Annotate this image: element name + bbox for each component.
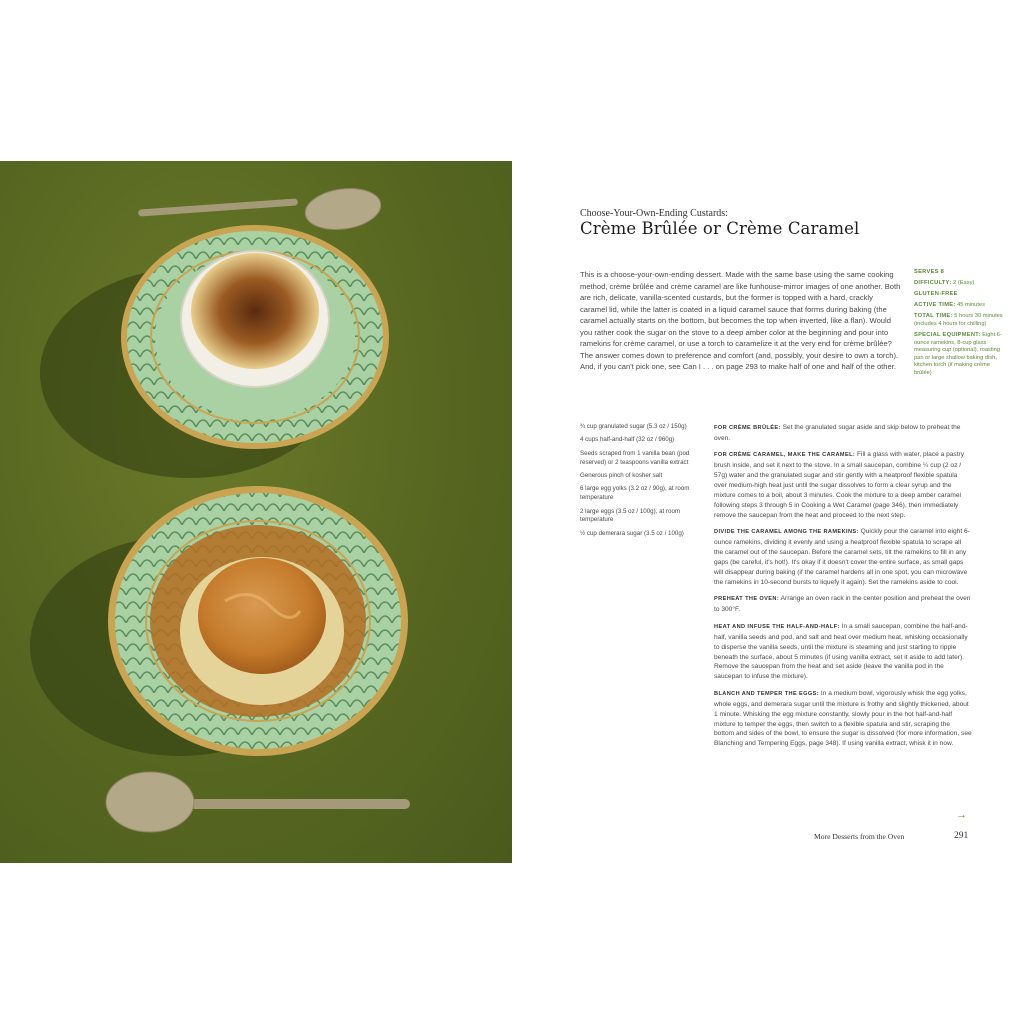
step-preheat-oven: PREHEAT THE OVEN: Arrange an oven rack in the center position and preheat the oven to 300°F. — [714, 595, 971, 614]
creme-caramel-flan — [180, 557, 344, 705]
creme-brulee-ramekin — [181, 251, 329, 387]
ingredient-item: 2 large eggs (3.5 oz / 100g), at room temperature — [580, 507, 681, 524]
meta-active-time: ACTIVE TIME: 45 minutes — [914, 302, 985, 309]
ingredient-item: 4 cups half-and-half (32 oz / 960g) — [580, 436, 675, 444]
chapter-footer: More Desserts from the Oven — [814, 832, 905, 841]
meta-total-time: TOTAL TIME: 5 hours 30 minutes (includes 4 hours for chilling) — [914, 313, 1003, 327]
ingredient-item: Generous pinch of kosher salt — [580, 471, 663, 479]
step-divide-caramel: DIVIDE THE CARAMEL AMONG THE RAMEKINS: Quickly pour the caramel into eight 6-ounce ramekins, dividing it evenly and using a heatproof flexible spatula to scrape all the caramel out of the saucepan. Before the caramel sets, tilt the ramekins to fill in any gaps (be careful, it's hot!). It's okay if it doesn't cover the entire surface, as small gaps will disappear during baking (if the caramel hardens all in one spot, you can microwave the ramekins in 10-second bursts to liquefy it again). Set the ramekins aside to cool. — [714, 528, 970, 586]
meta-special-equipment: SPECIAL EQUIPMENT: Eight 6-ounce ramekins, 8-cup glass measuring cup (optional), roasting pan or large shallow baking dish, kitchen torch (if making crème brûlée) — [914, 332, 1002, 377]
recipe-intro: This is a choose-your-own-ending dessert. Made with the same base using the same cooking method, crème brûlée and crème caramel are like funhouse-mirror images of one another. Both are rich, delicate, vanilla-scented custards, but the former is topped with a hard, crackly caramel lid, while the latter is coated in a liquid caramel sauce that forms during baking (the caramel actually starts on the bottom, but becomes the top when inverted, like a flan). Would you rather cook the sugar on the stove to a deep amber color at the beginning and pour into ramekins for crème caramel, or use a torch to caramelize it at the very end for crème brûlée? The answer comes down to preference and comfort (and, possibly, your desire to own a torch). And, if you can't pick one, see Can I . . . on page 293 to make half of one and half of the other. — [580, 270, 901, 371]
spoon-bottom-icon — [106, 772, 410, 832]
continue-arrow-icon: → — [956, 809, 967, 821]
ingredient-list — [580, 423, 704, 543]
ingredient-item: ¾ cup granulated sugar (5.3 oz / 150g) — [580, 423, 687, 430]
page-number: 291 — [954, 831, 969, 841]
method-steps — [714, 423, 972, 756]
step-creme-brulee: FOR CRÈME BRÛLÉE: Set the granulated sugar aside and skip below to preheat the oven. — [714, 424, 961, 442]
meta-gluten-free: GLUTEN-FREE — [914, 291, 958, 298]
step-heat-half-and-half: HEAT AND INFUSE THE HALF-AND-HALF: In a small saucepan, combine the half-and-half, vanilla seeds and pod, and salt and heat over medium heat, whisking occasionally to disperse the vanilla seeds, until the mixture is steaming and just starting to ripple beneath the surface, about 5 minutes (if using vanilla extract, set it aside to add later). Remove the saucepan from the heat and set aside (leave the vanilla pod in the saucepan to infuse the mixture). — [714, 622, 968, 681]
meta-difficulty: DIFFICULTY: 2 (Easy) — [914, 280, 975, 287]
step-temper-eggs: BLANCH AND TEMPER THE EGGS: In a medium bowl, vigorously whisk the egg yolks, whole eggs, and demerara sugar until the mixture is frothy and slightly thickened, about 1 minute. Whisking the egg mixture constantly, slowly pour in the hot half-and-half mixture to temper the eggs, then switch to a flexible spatula and stir, scraping the bottom and sides of the bowl, to ensure the sugar is dissolved (for more information, see Blanching and Tempering Eggs, page 348). If using vanilla extract, whisk it in now. — [714, 689, 972, 748]
recipe-subtitle: Choose-Your-Own-Ending Custards: — [580, 208, 728, 219]
ingredient-item: ½ cup demerara sugar (3.5 oz / 100g) — [580, 529, 684, 537]
ingredient-item: 6 large egg yolks (3.2 oz / 90g), at room temperature — [580, 485, 690, 502]
ingredient-item: Seeds scraped from 1 vanilla bean (pod reserved) or 2 teaspoons vanilla extract — [580, 449, 690, 466]
meta-serves: SERVES 8 — [914, 269, 945, 275]
recipe-page — [512, 161, 1024, 863]
dessert-illustration — [0, 161, 512, 863]
recipe-meta — [914, 269, 1006, 381]
step-make-caramel: FOR CRÈME CARAMEL, MAKE THE CARAMEL: Fill a glass with water, place a pastry brush inside, and set it next to the stove. In a small saucepan, combine ¼ cup (2 oz / 57g) water and the granulated sugar and stir gently with a heatproof flexible spatula over medium-high heat just until the sugar dissolves to form a clear syrup and the mixture comes to a boil, about 3 minutes. Cook the mixture to a deep amber caramel following steps 3 through 5 in Cooking a Wet Caramel (page 346), then immediately remove the saucepan from the heat and proceed to the next step. — [714, 451, 965, 519]
recipe-title: Crème Brûlée or Crème Caramel — [580, 219, 860, 238]
dessert-photo — [0, 161, 512, 863]
